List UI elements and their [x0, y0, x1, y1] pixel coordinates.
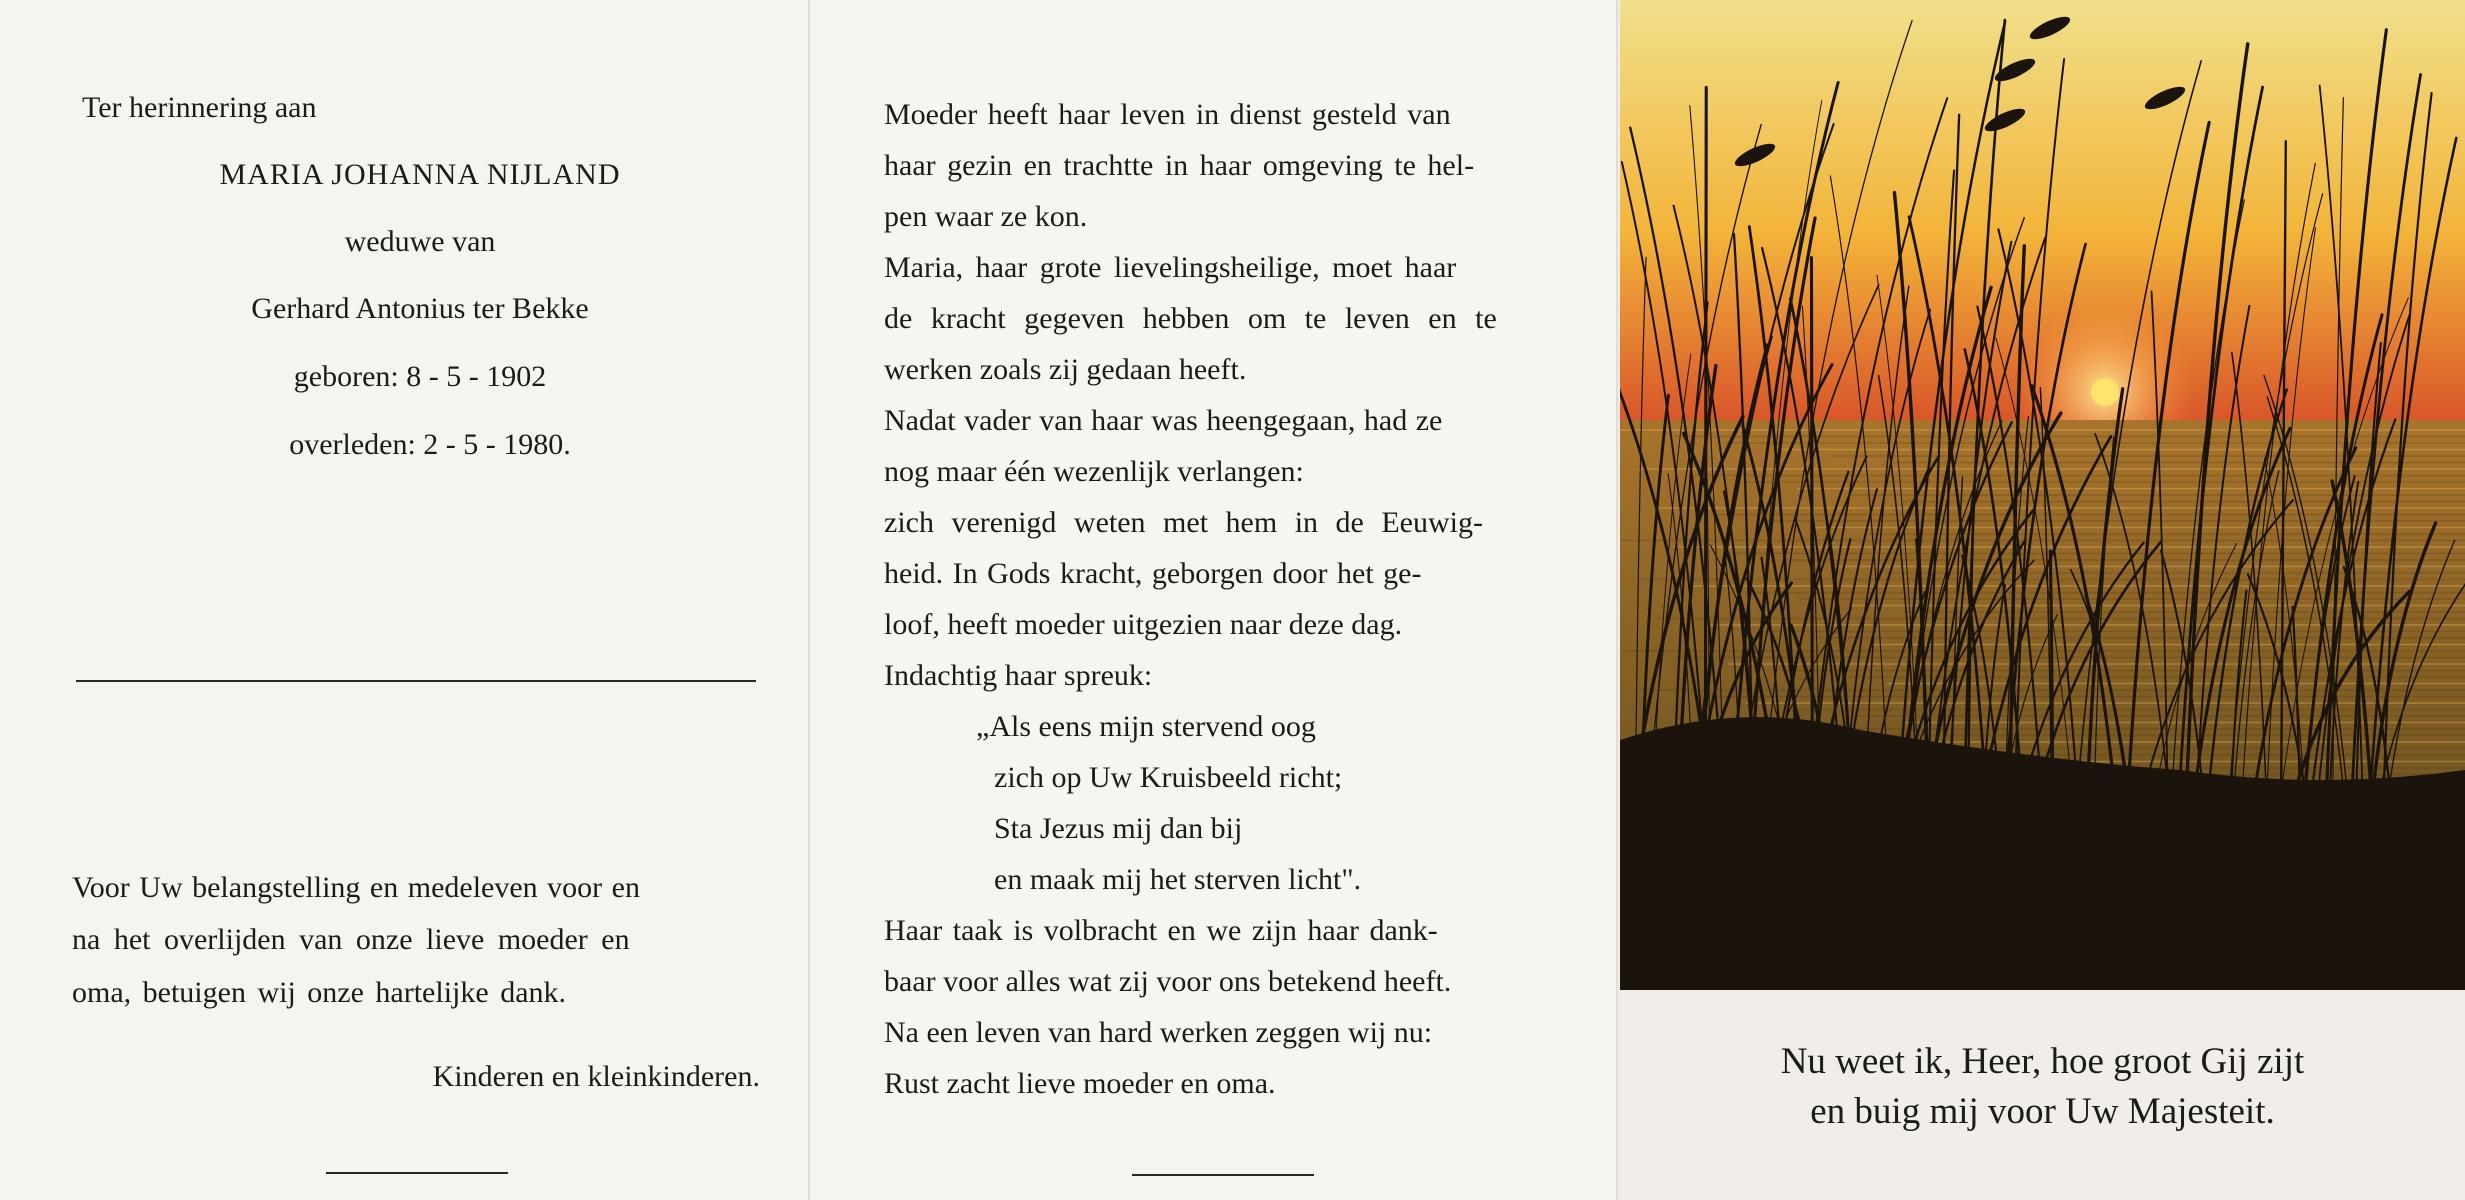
thanks-line: na het overlijden van onze lieve moeder en	[72, 923, 630, 956]
end-rule	[326, 1172, 508, 1174]
closing-line: Rust zacht lieve moeder en oma.	[884, 1067, 1276, 1100]
signature: Kinderen en kleinkinderen.	[432, 1060, 760, 1093]
fold-line	[1616, 0, 1618, 1200]
text-line: werken zoals zij gedaan heeft.	[884, 353, 1247, 386]
divider-rule	[76, 680, 756, 682]
widow-of-text: weduwe van	[344, 225, 496, 258]
text-line: nog maar één wezenlijk verlangen:	[884, 455, 1304, 488]
verse-line: zich op Uw Kruisbeeld richt;	[994, 761, 1343, 794]
husband-name: Gerhard Antonius ter Bekke	[251, 292, 589, 325]
thanks-line: oma, betuigen wij onze hartelijke dank.	[72, 976, 567, 1009]
text-line: Indachtig haar spreuk:	[884, 659, 1153, 692]
thanks-line: Voor Uw belangstelling en medeleven voor en	[72, 871, 640, 904]
closing-line: Na een leven van hard werken zeggen wij nu:	[884, 1016, 1433, 1049]
closing-line: baar voor alles wat zij voor ons betekend heeft.	[884, 965, 1452, 998]
intro-text: Ter herinnering aan	[82, 91, 317, 124]
text-line: zich verenigd weten met hem in de Eeuwig-	[884, 506, 1483, 539]
text-line: haar gezin en trachtte in haar omgeving te hel-	[884, 149, 1475, 182]
closing-line: Haar taak is volbracht en we zijn haar dank-	[884, 914, 1438, 947]
text-line: de kracht gegeven hebben om te leven en te	[884, 302, 1497, 335]
birth-date: geboren: 8 - 5 - 1902	[293, 360, 547, 393]
text-line: pen waar ze kon.	[884, 200, 1088, 233]
caption-line: Nu weet ik, Heer, hoe groot Gij zijt	[1780, 1041, 2305, 1082]
text-line: Maria, haar grote lievelingsheilige, moet haar	[884, 251, 1457, 284]
verse-line: „Als eens mijn stervend oog	[976, 710, 1316, 743]
sunset-photo	[1620, 0, 2465, 990]
verse-line: en maak mij het sterven licht".	[994, 863, 1362, 896]
death-date: overleden: 2 - 5 - 1980.	[289, 428, 571, 461]
text-line: loof, heeft moeder uitgezien naar deze dag.	[884, 608, 1403, 641]
end-rule	[1132, 1174, 1314, 1176]
fold-line	[808, 0, 810, 1200]
text-line: heid. In Gods kracht, geborgen door het ge-	[884, 557, 1422, 590]
verse-line: Sta Jezus mij dan bij	[994, 812, 1243, 845]
caption-line: en buig mij voor Uw Majesteit.	[1810, 1091, 2275, 1132]
deceased-name: MARIA JOHANNA NIJLAND	[219, 158, 621, 191]
text-line: Nadat vader van haar was heengegaan, had ze	[884, 404, 1443, 437]
text-line: Moeder heeft haar leven in dienst gesteld van	[884, 98, 1451, 131]
